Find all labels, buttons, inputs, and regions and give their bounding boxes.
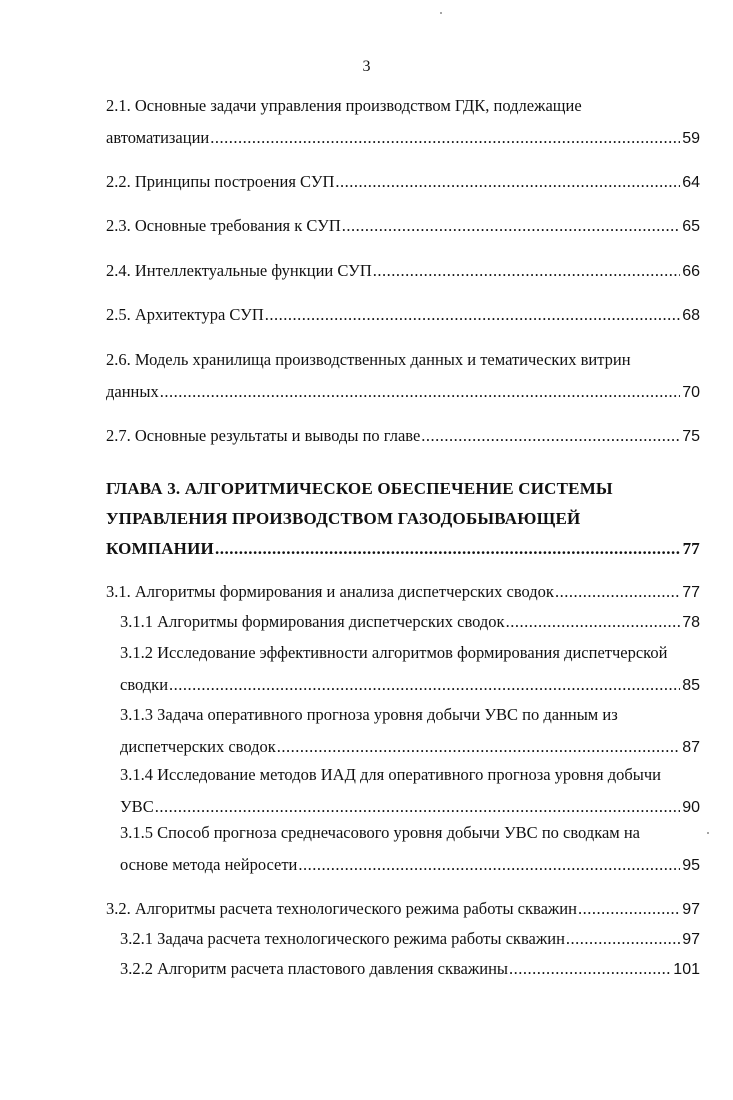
toc-entry-3-1-1[interactable] bbox=[120, 612, 700, 633]
toc-entry-2-6-line2: данных bbox=[106, 382, 159, 401]
toc-entry-3-2[interactable] bbox=[106, 899, 700, 920]
dot-leader bbox=[277, 737, 680, 757]
toc-page-number: 85 bbox=[682, 677, 700, 694]
toc-entry-title: 3.2.2 Алгоритм расчета пластового давления скважины bbox=[120, 959, 509, 978]
toc-entry-2-3[interactable] bbox=[106, 216, 700, 237]
toc-entry-3-1-2-line2: сводки bbox=[120, 675, 169, 694]
dot-leader bbox=[566, 929, 680, 949]
dot-leader bbox=[335, 172, 680, 192]
toc-page-number: 68 bbox=[682, 307, 700, 324]
toc-entry-3-1[interactable] bbox=[106, 582, 700, 603]
toc-page-number: 97 bbox=[682, 901, 700, 918]
toc-entry-title: 2.7. Основные результаты и выводы по главе bbox=[106, 426, 421, 445]
page-number: 3 bbox=[362, 58, 371, 75]
toc-entry-2-4[interactable] bbox=[106, 261, 700, 282]
toc-page-number: 78 bbox=[682, 614, 700, 631]
toc-page-number: 66 bbox=[682, 263, 700, 280]
toc-entry-3-1-4-line2: УВС bbox=[120, 797, 154, 816]
toc-entry-3-1-2-line1: 3.1.2 Исследование эффективности алгоритмов формирования диспетчерской bbox=[120, 643, 668, 662]
toc-entry-2-1-line1: 2.1. Основные задачи управления производством ГДК, подлежащие bbox=[106, 96, 582, 115]
toc-entry-title: 2.4. Интеллектуальные функции СУП bbox=[106, 261, 372, 280]
toc-entry-2-6-line1: 2.6. Модель хранилища производственных данных и тематических витрин bbox=[106, 350, 631, 369]
dot-leader bbox=[298, 855, 680, 875]
dot-leader bbox=[373, 261, 680, 281]
dot-leader bbox=[578, 899, 680, 919]
toc-entry-3-1-3-line1: 3.1.3 Задача оперативного прогноза уровня добычи УВС по данным из bbox=[120, 705, 618, 724]
dot-leader bbox=[509, 959, 671, 979]
toc-entry-3-1-3-line2: диспетчерских сводок bbox=[120, 737, 276, 756]
toc-page-number: 95 bbox=[682, 857, 700, 874]
toc-entry-3-2-1[interactable] bbox=[120, 929, 700, 950]
dot-leader bbox=[155, 797, 681, 817]
toc-entry-2-2[interactable] bbox=[106, 172, 700, 193]
scan-speck bbox=[440, 12, 442, 14]
toc-entry-3-1-4-line1: 3.1.4 Исследование методов ИАД для оперативного прогноза уровня добычи bbox=[120, 765, 662, 784]
toc-page-number: 90 bbox=[682, 799, 700, 816]
scan-speck bbox=[707, 832, 709, 834]
dot-leader bbox=[215, 539, 681, 559]
toc-page-number: 70 bbox=[682, 384, 700, 401]
toc-entry-title: 2.3. Основные требования к СУП bbox=[106, 216, 341, 235]
dot-leader bbox=[265, 305, 680, 325]
toc-entry-title: 3.2. Алгоритмы расчета технологического режима работы скважин bbox=[106, 899, 577, 918]
toc-entry-title: 3.1. Алгоритмы формирования и анализа диспетчерских сводок bbox=[106, 582, 554, 601]
toc-page-number: 97 bbox=[682, 931, 700, 948]
toc-entry-title: 3.1.1 Алгоритмы формирования диспетчерских сводок bbox=[120, 612, 505, 631]
toc-page-number: 59 bbox=[682, 130, 700, 147]
toc-entry-2-7[interactable] bbox=[106, 426, 700, 447]
toc-page-number: 77 bbox=[682, 584, 700, 601]
dot-leader bbox=[210, 128, 680, 148]
toc-entry-3-1-5-line2: основе метода нейросети bbox=[120, 855, 298, 874]
toc-page-number: 75 bbox=[682, 428, 700, 445]
toc-entry-title: 3.2.1 Задача расчета технологического режима работы скважин bbox=[120, 929, 565, 948]
toc-entry-2-1-line2: автоматизации bbox=[106, 128, 210, 147]
dot-leader bbox=[421, 426, 680, 446]
toc-entry-3-1-5-line1: 3.1.5 Способ прогноза среднечасового уровня добычи УВС по сводкам на bbox=[120, 823, 640, 842]
toc-entry-3-2-2[interactable] bbox=[120, 959, 700, 980]
toc-entry-title: 2.5. Архитектура СУП bbox=[106, 305, 264, 324]
toc-chapter-3-line2: УПРАВЛЕНИЯ ПРОИЗВОДСТВОМ ГАЗОДОБЫВАЮЩЕЙ bbox=[106, 509, 581, 528]
dot-leader bbox=[342, 216, 680, 236]
dot-leader bbox=[160, 382, 680, 402]
dot-leader bbox=[169, 675, 680, 695]
toc-entry-2-5[interactable] bbox=[106, 305, 700, 326]
toc-page-number: 101 bbox=[673, 961, 700, 978]
toc-page-number: 65 bbox=[682, 218, 700, 235]
dot-leader bbox=[555, 582, 680, 602]
toc-page-number: 64 bbox=[682, 174, 700, 191]
toc-chapter-3-line3: КОМПАНИИ bbox=[106, 539, 214, 558]
toc-page-number: 77 bbox=[682, 539, 700, 558]
toc-page-number: 87 bbox=[682, 739, 700, 756]
toc-chapter-3-line1: ГЛАВА 3. АЛГОРИТМИЧЕСКОЕ ОБЕСПЕЧЕНИЕ СИСТЕМЫ bbox=[106, 479, 613, 498]
dot-leader bbox=[506, 612, 681, 632]
toc-entry-title: 2.2. Принципы построения СУП bbox=[106, 172, 335, 191]
